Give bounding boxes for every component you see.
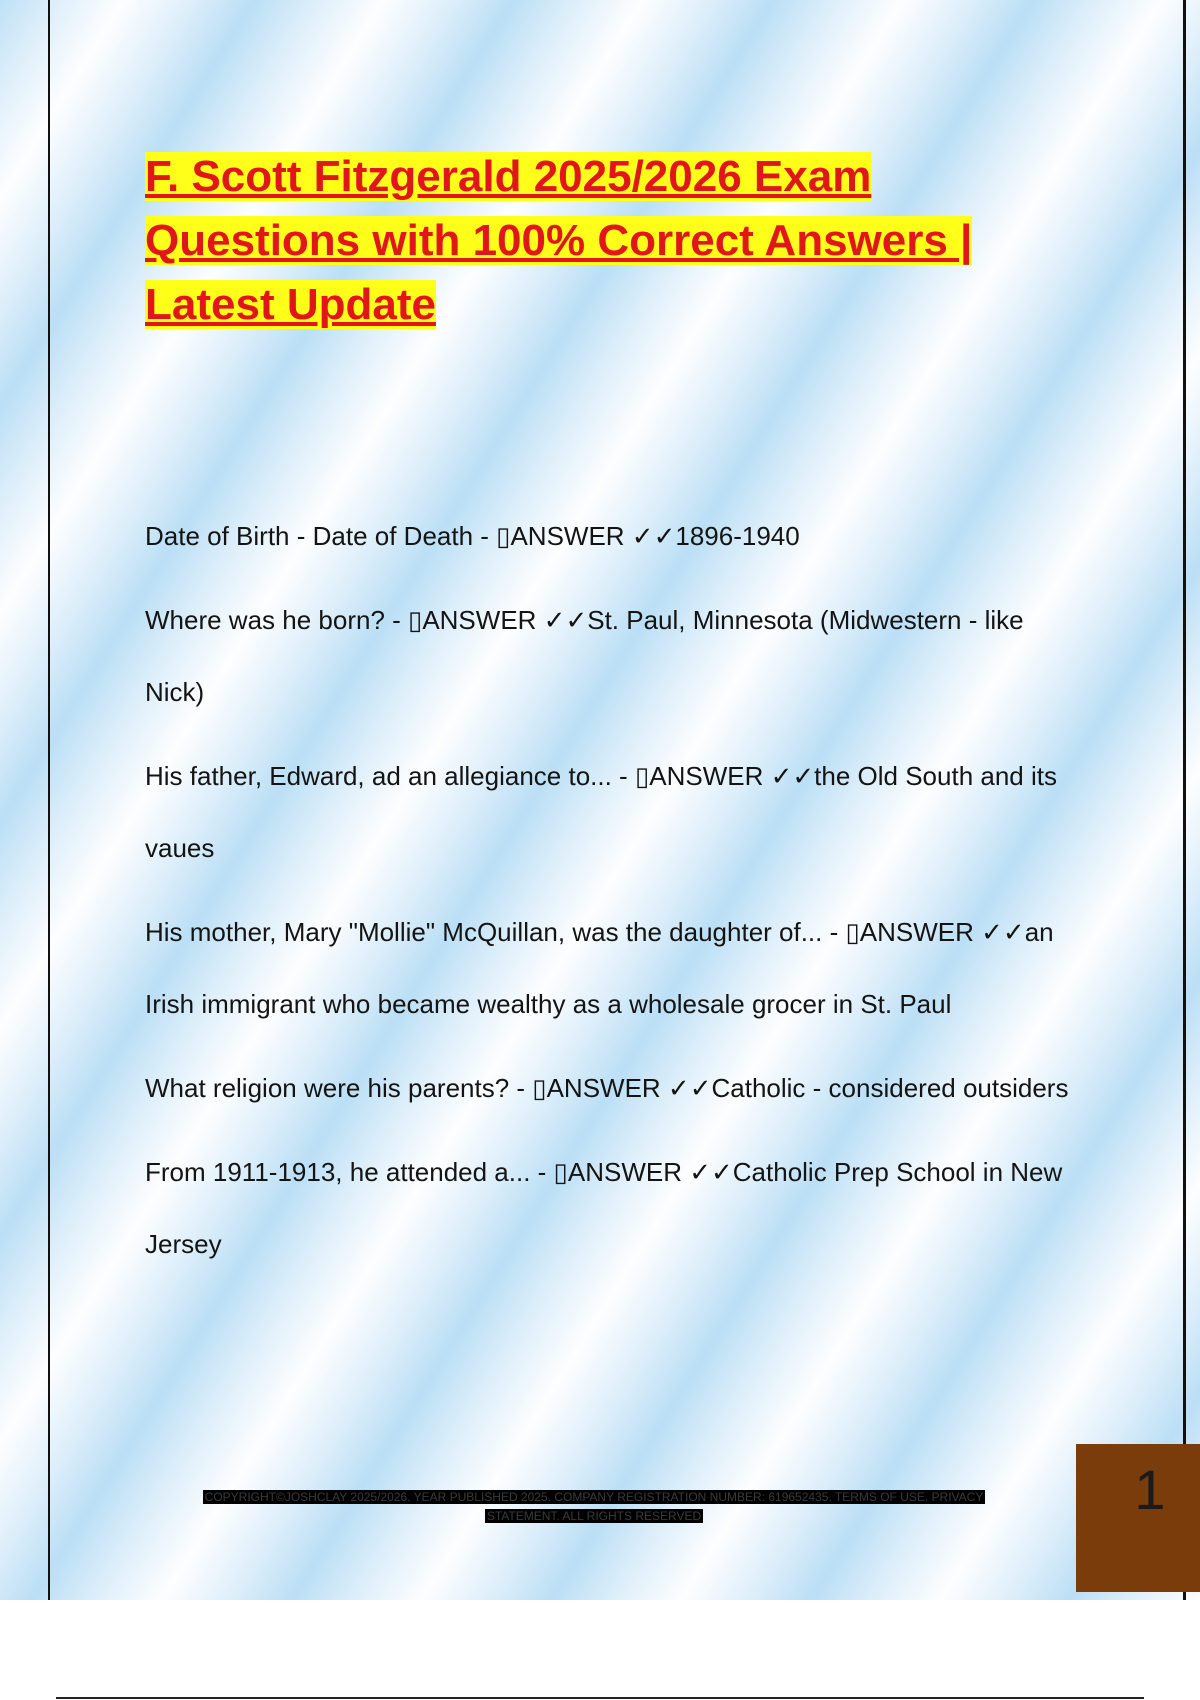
qa-item: His father, Edward, ad an allegiance to... - ▯ANSWER ✓✓the Old South and its vaues — [145, 761, 1057, 863]
qa-item: Date of Birth - Date of Death - ▯ANSWER ✓✓1896-1940 — [145, 521, 800, 551]
copyright-text: COPYRIGHT©JOSHCLAY 2025/2026. YEAR PUBLISHED 2025. COMPANY REGISTRATION NUMBER: 619652435. TERMS OF USE. PRIVACY STATEMENT. ALL RIGHTS RESERVED — [204, 1490, 984, 1523]
qa-item: From 1911-1913, he attended a... - ▯ANSWER ✓✓Catholic Prep School in New Jersey — [145, 1157, 1063, 1259]
document-title-text: F. Scott Fitzgerald 2025/2026 Exam Questions with 100% Correct Answers | Latest Update — [145, 152, 973, 329]
qa-item: Where was he born? - ▯ANSWER ✓✓St. Paul, Minnesota (Midwestern - like Nick) — [145, 605, 1024, 707]
qa-item: His mother, Mary "Mollie" McQuillan, was the daughter of... - ▯ANSWER ✓✓an Irish immigrant who became wealthy as a wholesale grocer in St. Paul — [145, 917, 1054, 1019]
page-border-left — [48, 0, 50, 1600]
qa-list — [145, 500, 1085, 1292]
bottom-divider — [56, 1697, 1144, 1699]
qa-item: What religion were his parents? - ▯ANSWER ✓✓Catholic - considered outsiders — [145, 1073, 1069, 1103]
page-number: 1 — [1134, 1458, 1166, 1521]
document-title — [145, 145, 1085, 337]
copyright-footer — [178, 1488, 1010, 1526]
page-border-right — [1183, 0, 1186, 1600]
